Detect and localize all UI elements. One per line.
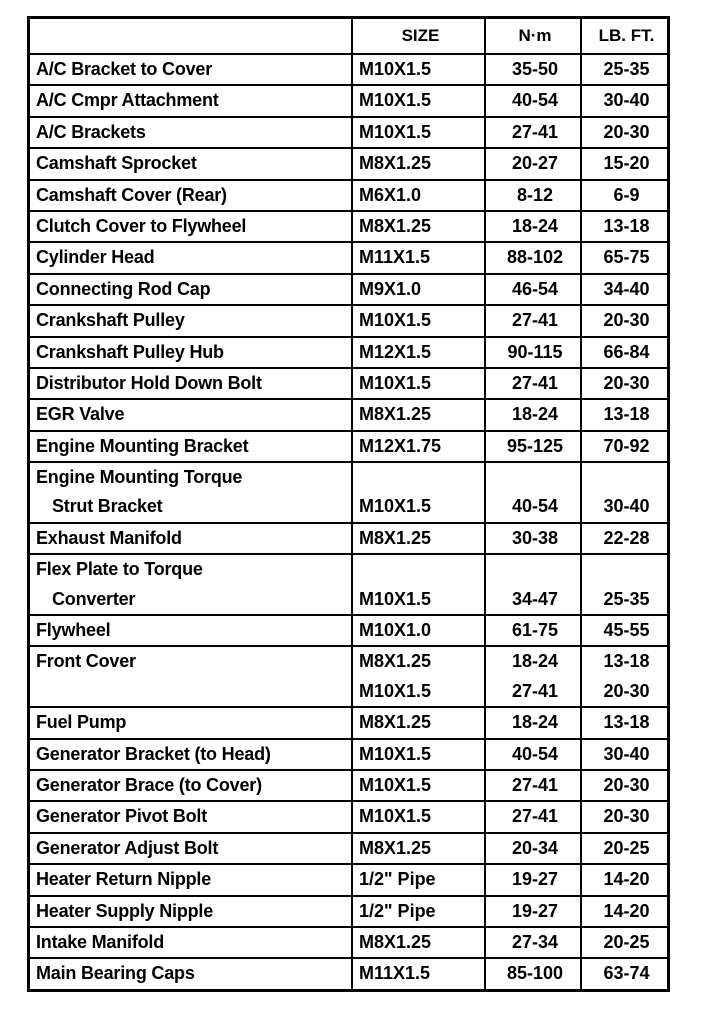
thread-size: M10X1.5 xyxy=(359,496,432,517)
torque-lbft: 6-9 xyxy=(613,184,640,205)
part-name: EGR Valve xyxy=(36,404,125,425)
part-name-cell xyxy=(29,833,353,864)
torque-nm-cell xyxy=(485,337,581,368)
part-name-cell xyxy=(29,85,353,116)
part-name-cell xyxy=(29,615,353,646)
thread-size: M10X1.5 xyxy=(359,59,432,79)
torque-lbft: 20-25 xyxy=(603,837,650,858)
table-row xyxy=(29,770,669,801)
torque-nm-cell xyxy=(485,274,581,305)
torque-lbft-cell xyxy=(581,770,669,801)
torque-nm: 18-24 xyxy=(511,712,559,733)
torque-lbft: 20-30 xyxy=(603,680,650,701)
torque-nm: 30-38 xyxy=(511,527,559,548)
table-row xyxy=(29,646,669,707)
thread-size: M10X1.5 xyxy=(359,121,432,142)
thread-size: M10X1.5 xyxy=(359,774,432,795)
table-row xyxy=(29,896,669,927)
torque-lbft-cell xyxy=(581,117,669,148)
thread-size-cell xyxy=(352,242,485,273)
thread-size-cell xyxy=(352,864,485,895)
thread-size-cell xyxy=(352,368,485,399)
torque-lbft-cell xyxy=(581,927,669,958)
part-name: Connecting Rod Cap xyxy=(36,278,211,299)
part-name-cell xyxy=(29,399,353,430)
torque-lbft: 20-30 xyxy=(603,121,650,142)
torque-nm: 8-12 xyxy=(516,184,554,205)
header-size: SIZE xyxy=(352,18,485,55)
torque-nm-cell xyxy=(485,368,581,399)
torque-nm: 18-24 xyxy=(511,651,559,672)
torque-nm-cell xyxy=(485,896,581,927)
part-name: Cylinder Head xyxy=(36,247,155,268)
torque-nm: 18-24 xyxy=(511,215,559,236)
part-name-cell xyxy=(29,305,353,336)
table-row xyxy=(29,274,669,305)
thread-size: M10X1.5 xyxy=(359,372,432,393)
thread-size: M10X1.5 xyxy=(359,588,432,609)
part-name: Generator Brace (to Cover) xyxy=(36,774,262,795)
thread-size-cell xyxy=(352,85,485,116)
part-name: Crankshaft Pulley Hub xyxy=(36,341,224,362)
part-name: Heater Return Nipple xyxy=(36,869,212,890)
torque-lbft: 45-55 xyxy=(603,620,650,641)
torque-lbft-cell xyxy=(581,148,669,179)
torque-spec-sheet xyxy=(27,16,670,992)
part-name-cell xyxy=(29,927,353,958)
torque-nm: 88-102 xyxy=(506,247,564,268)
torque-lbft-cell xyxy=(581,896,669,927)
torque-nm: 27-41 xyxy=(511,774,559,795)
torque-nm-cell xyxy=(485,462,581,523)
thread-size xyxy=(359,463,482,492)
torque-lbft: 13-18 xyxy=(603,404,650,425)
part-name-cell xyxy=(29,242,353,273)
torque-nm-cell xyxy=(485,54,581,85)
part-name-cell xyxy=(29,462,353,523)
torque-lbft-cell xyxy=(581,305,669,336)
part-name: Camshaft Cover (Rear) xyxy=(36,184,227,205)
torque-nm-cell xyxy=(485,554,581,615)
torque-lbft: 14-20 xyxy=(603,869,650,890)
torque-nm-cell xyxy=(485,85,581,116)
thread-size: 1/2" Pipe xyxy=(359,900,436,921)
torque-lbft-cell xyxy=(581,958,669,990)
torque-lbft-cell xyxy=(581,864,669,895)
torque-nm: 35-50 xyxy=(511,59,559,79)
thread-size-cell xyxy=(352,707,485,738)
thread-size-cell xyxy=(352,958,485,990)
part-name-cell xyxy=(29,54,353,85)
torque-nm-cell xyxy=(485,833,581,864)
thread-size: M10X1.5 xyxy=(359,680,432,701)
torque-nm-cell xyxy=(485,180,581,211)
part-name: Converter xyxy=(52,588,136,609)
thread-size: M10X1.5 xyxy=(359,310,432,331)
table-row xyxy=(29,117,669,148)
torque-lbft: 30-40 xyxy=(603,743,650,764)
thread-size-cell xyxy=(352,615,485,646)
torque-nm: 61-75 xyxy=(511,620,559,641)
part-name: Flex Plate to Torque xyxy=(36,559,203,580)
torque-lbft: 65-75 xyxy=(603,247,650,268)
table-row xyxy=(29,305,669,336)
table-row xyxy=(29,337,669,368)
torque-lbft: 20-30 xyxy=(603,806,650,827)
torque-lbft: 13-18 xyxy=(603,712,650,733)
table-row xyxy=(29,431,669,462)
thread-size: M8X1.25 xyxy=(359,651,432,672)
header-part xyxy=(29,18,353,55)
thread-size: M12X1.75 xyxy=(359,435,442,456)
part-name-cell xyxy=(29,274,353,305)
table-row xyxy=(29,554,669,615)
torque-lbft-cell xyxy=(581,399,669,430)
torque-nm: 85-100 xyxy=(506,963,564,984)
table-row xyxy=(29,739,669,770)
part-name-cell xyxy=(29,739,353,770)
thread-size-cell xyxy=(352,462,485,523)
thread-size-cell xyxy=(352,180,485,211)
torque-lbft-cell xyxy=(581,523,669,554)
torque-nm: 34-47 xyxy=(511,588,559,609)
part-name-cell xyxy=(29,707,353,738)
torque-nm xyxy=(492,555,578,584)
part-name: Exhaust Manifold xyxy=(36,527,182,548)
torque-lbft-cell xyxy=(581,615,669,646)
thread-size: M8X1.25 xyxy=(359,404,432,425)
torque-lbft: 70-92 xyxy=(603,435,650,456)
thread-size-cell xyxy=(352,399,485,430)
thread-size-cell xyxy=(352,739,485,770)
torque-nm xyxy=(492,463,578,492)
torque-lbft-cell xyxy=(581,180,669,211)
torque-nm: 20-27 xyxy=(511,153,559,174)
torque-lbft xyxy=(588,555,665,584)
part-name-cell xyxy=(29,337,353,368)
torque-lbft-cell xyxy=(581,554,669,615)
torque-nm: 27-41 xyxy=(511,680,559,701)
thread-size: M10X1.5 xyxy=(359,743,432,764)
table-row xyxy=(29,148,669,179)
part-name: Distributor Hold Down Bolt xyxy=(36,372,262,393)
table-row xyxy=(29,523,669,554)
torque-lbft: 13-18 xyxy=(603,651,650,672)
torque-nm: 95-125 xyxy=(506,435,564,456)
thread-size: M9X1.0 xyxy=(359,278,422,299)
torque-nm: 40-54 xyxy=(511,496,559,517)
torque-nm-cell xyxy=(485,739,581,770)
torque-nm-cell xyxy=(485,958,581,990)
torque-nm: 19-27 xyxy=(511,900,559,921)
table-row xyxy=(29,54,669,85)
thread-size: M8X1.25 xyxy=(359,712,432,733)
torque-nm-cell xyxy=(485,211,581,242)
table-row xyxy=(29,242,669,273)
part-name-cell xyxy=(29,770,353,801)
torque-lbft: 15-20 xyxy=(603,153,650,174)
part-name-cell xyxy=(29,801,353,832)
part-name: Crankshaft Pulley xyxy=(36,310,185,331)
part-name: Clutch Cover to Flywheel xyxy=(36,215,247,236)
torque-lbft-cell xyxy=(581,242,669,273)
torque-nm: 19-27 xyxy=(511,869,559,890)
torque-nm-cell xyxy=(485,707,581,738)
torque-lbft-cell xyxy=(581,462,669,523)
thread-size-cell xyxy=(352,523,485,554)
part-name: Intake Manifold xyxy=(36,931,165,952)
thread-size: 1/2" Pipe xyxy=(359,869,436,890)
table-row xyxy=(29,615,669,646)
torque-nm-cell xyxy=(485,399,581,430)
thread-size: M11X1.5 xyxy=(359,963,431,984)
table-row xyxy=(29,801,669,832)
part-name-cell xyxy=(29,180,353,211)
torque-lbft-cell xyxy=(581,801,669,832)
header-lbft: LB. FT. xyxy=(581,18,669,55)
header-nm: N·m xyxy=(485,18,581,55)
part-name: Generator Adjust Bolt xyxy=(36,837,219,858)
part-name: Generator Bracket (to Head) xyxy=(36,743,271,764)
thread-size-cell xyxy=(352,54,485,85)
thread-size-cell xyxy=(352,833,485,864)
part-name: Main Bearing Caps xyxy=(36,963,195,984)
table-row xyxy=(29,85,669,116)
torque-nm-cell xyxy=(485,770,581,801)
thread-size: M8X1.25 xyxy=(359,153,432,174)
table-row xyxy=(29,462,669,523)
torque-lbft: 34-40 xyxy=(603,278,650,299)
torque-lbft: 20-30 xyxy=(603,310,650,331)
part-name-cell xyxy=(29,211,353,242)
torque-lbft: 20-30 xyxy=(603,372,650,393)
torque-nm-cell xyxy=(485,646,581,707)
thread-size-cell xyxy=(352,801,485,832)
thread-size: M12X1.5 xyxy=(359,341,432,362)
torque-lbft-cell xyxy=(581,646,669,707)
part-name: Flywheel xyxy=(36,620,111,641)
torque-lbft: 22-28 xyxy=(603,527,650,548)
part-name: Engine Mounting Torque xyxy=(36,467,243,488)
part-name: A/C Bracket to Cover xyxy=(36,59,213,79)
torque-nm-cell xyxy=(485,523,581,554)
torque-nm: 90-115 xyxy=(507,341,563,362)
torque-nm-cell xyxy=(485,117,581,148)
torque-lbft-cell xyxy=(581,274,669,305)
torque-lbft: 25-35 xyxy=(603,588,650,609)
thread-size: M8X1.25 xyxy=(359,527,432,548)
table-row xyxy=(29,399,669,430)
thread-size-cell xyxy=(352,554,485,615)
part-name: Front Cover xyxy=(36,651,136,672)
torque-nm-cell xyxy=(485,242,581,273)
torque-nm: 27-41 xyxy=(511,310,559,331)
torque-nm-cell xyxy=(485,431,581,462)
part-name-cell xyxy=(29,368,353,399)
thread-size: M11X1.5 xyxy=(359,247,431,268)
torque-nm: 46-54 xyxy=(511,278,559,299)
torque-nm-cell xyxy=(485,801,581,832)
torque-nm: 40-54 xyxy=(511,743,559,764)
torque-lbft xyxy=(588,463,665,492)
part-name-cell xyxy=(29,646,353,707)
torque-nm: 27-34 xyxy=(511,931,559,952)
thread-size-cell xyxy=(352,927,485,958)
part-name: A/C Brackets xyxy=(36,121,146,142)
torque-lbft: 66-84 xyxy=(603,341,650,362)
table-row xyxy=(29,864,669,895)
thread-size-cell xyxy=(352,896,485,927)
thread-size-cell xyxy=(352,117,485,148)
torque-nm: 27-41 xyxy=(511,806,559,827)
part-name-cell xyxy=(29,864,353,895)
torque-lbft: 14-20 xyxy=(603,900,650,921)
torque-lbft-cell xyxy=(581,833,669,864)
torque-nm-cell xyxy=(485,864,581,895)
torque-lbft-cell xyxy=(581,739,669,770)
part-name-cell xyxy=(29,958,353,990)
torque-nm: 27-41 xyxy=(511,372,559,393)
thread-size-cell xyxy=(352,770,485,801)
thread-size-cell xyxy=(352,305,485,336)
torque-nm: 40-54 xyxy=(511,90,559,111)
part-name-cell xyxy=(29,896,353,927)
torque-lbft-cell xyxy=(581,211,669,242)
torque-lbft: 63-74 xyxy=(603,963,650,984)
torque-nm: 20-34 xyxy=(511,837,559,858)
thread-size: M10X1.5 xyxy=(359,806,432,827)
part-name: Camshaft Sprocket xyxy=(36,153,197,174)
table-row xyxy=(29,368,669,399)
thread-size: M8X1.25 xyxy=(359,837,432,858)
table-row xyxy=(29,211,669,242)
torque-nm-cell xyxy=(485,148,581,179)
table-row xyxy=(29,833,669,864)
torque-lbft: 20-30 xyxy=(603,774,650,795)
header-row xyxy=(29,18,669,55)
torque-lbft-cell xyxy=(581,337,669,368)
table-row xyxy=(29,180,669,211)
torque-lbft: 25-35 xyxy=(603,59,650,79)
torque-lbft-cell xyxy=(581,85,669,116)
part-name: A/C Cmpr Attachment xyxy=(36,90,219,111)
torque-spec-table xyxy=(27,16,670,992)
torque-lbft: 20-25 xyxy=(603,931,650,952)
part-name-cell xyxy=(29,554,353,615)
thread-size-cell xyxy=(352,274,485,305)
thread-size: M10X1.5 xyxy=(359,90,432,111)
part-name: Engine Mounting Bracket xyxy=(36,435,249,456)
torque-lbft-cell xyxy=(581,431,669,462)
thread-size: M8X1.25 xyxy=(359,931,432,952)
table-row xyxy=(29,958,669,990)
torque-nm-cell xyxy=(485,927,581,958)
part-name-cell xyxy=(29,148,353,179)
part-name: Strut Bracket xyxy=(52,496,163,517)
torque-nm: 18-24 xyxy=(511,404,559,425)
part-name-cell xyxy=(29,117,353,148)
torque-lbft: 30-40 xyxy=(603,90,650,111)
torque-lbft: 30-40 xyxy=(603,496,650,517)
torque-lbft: 13-18 xyxy=(603,215,650,236)
part-name xyxy=(36,677,349,706)
torque-lbft-cell xyxy=(581,707,669,738)
thread-size xyxy=(359,555,482,584)
part-name-cell xyxy=(29,431,353,462)
thread-size-cell xyxy=(352,148,485,179)
thread-size-cell xyxy=(352,646,485,707)
table-body xyxy=(29,54,669,990)
part-name-cell xyxy=(29,523,353,554)
thread-size: M6X1.0 xyxy=(359,184,422,205)
thread-size: M8X1.25 xyxy=(359,215,432,236)
torque-lbft-cell xyxy=(581,368,669,399)
part-name: Generator Pivot Bolt xyxy=(36,806,208,827)
torque-nm-cell xyxy=(485,305,581,336)
part-name: Heater Supply Nipple xyxy=(36,900,214,921)
thread-size-cell xyxy=(352,337,485,368)
torque-nm: 27-41 xyxy=(511,121,559,142)
thread-size-cell xyxy=(352,431,485,462)
torque-lbft-cell xyxy=(581,54,669,85)
torque-nm-cell xyxy=(485,615,581,646)
part-name: Fuel Pump xyxy=(36,712,127,733)
thread-size-cell xyxy=(352,211,485,242)
table-row xyxy=(29,927,669,958)
thread-size: M10X1.0 xyxy=(359,620,432,641)
table-row xyxy=(29,707,669,738)
